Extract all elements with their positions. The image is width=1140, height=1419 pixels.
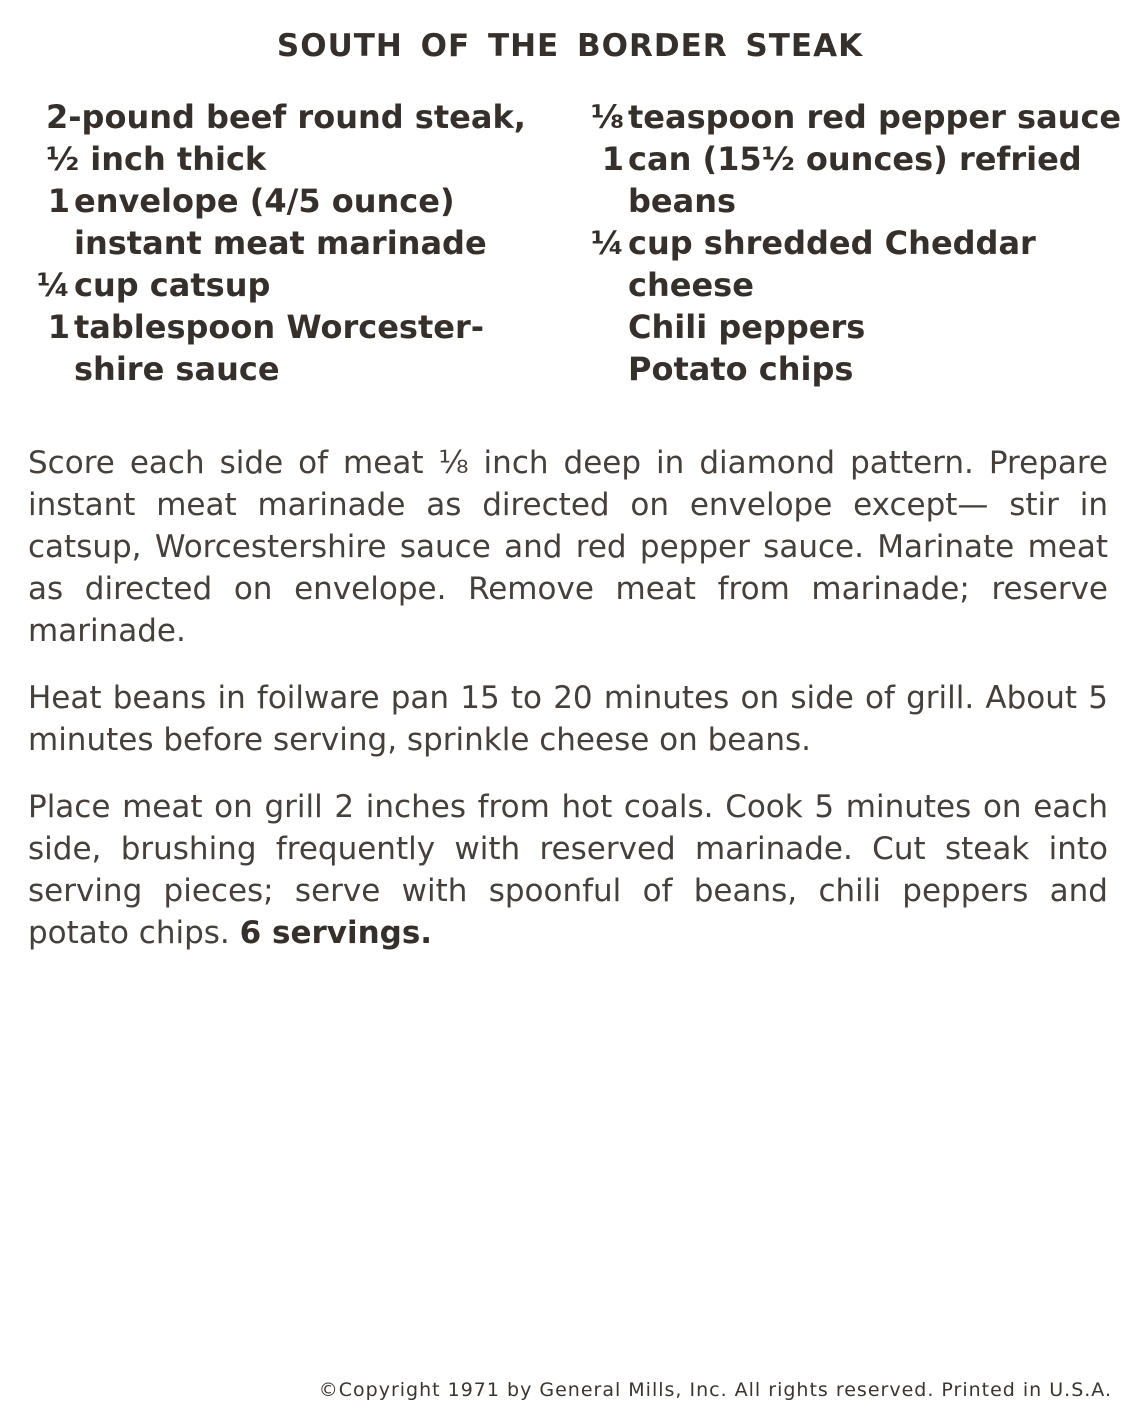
recipe-title: SOUTH OF THE BORDER STEAK <box>276 28 864 64</box>
ingredient-qty <box>20 96 46 180</box>
direction-step-3 <box>28 786 1108 954</box>
ingredient-desc: tablespoon Worcester- shire sauce <box>74 308 485 388</box>
ingredient-item <box>576 96 1126 138</box>
ingredients-right-column <box>576 96 1126 390</box>
direction-step-2: Heat beans in foilware pan 15 to 20 minutes on side of grill. About 5 minutes before serving, sprinkle cheese on beans. <box>28 680 1108 758</box>
ingredient-item <box>576 306 1126 348</box>
ingredient-qty: ¼ <box>590 224 624 262</box>
ingredient-item <box>22 264 562 306</box>
copyright-notice: ©Copyright 1971 by General Mills, Inc. All rights reserved. Printed in U.S.A. <box>318 1379 1112 1401</box>
ingredient-desc: envelope (4/5 ounce) instant meat marinade <box>74 182 487 262</box>
ingredient-qty: 1 <box>601 140 624 178</box>
ingredient-desc: 2-pound beef round steak, ½ inch thick <box>46 98 526 178</box>
ingredient-item <box>22 180 562 264</box>
ingredient-desc: Chili peppers <box>628 308 866 346</box>
ingredient-item <box>22 306 562 390</box>
ingredient-item <box>576 348 1126 390</box>
ingredient-desc: cup catsup <box>74 266 271 304</box>
ingredient-qty: 1 <box>47 308 70 346</box>
ingredient-qty: 1 <box>47 182 70 220</box>
ingredient-desc: cup shredded Cheddar cheese <box>628 224 1036 304</box>
ingredient-desc: can (15½ ounces) refried beans <box>628 140 1082 220</box>
servings-yield: 6 servings. <box>239 915 433 951</box>
direction-step-1: Score each side of meat ⅛ inch deep in diamond pattern. Prepare instant meat marinade as directed on envelope except— stir in catsup, Worcestershire sauce and red pepper sauce. Marinate meat as directed on envelope. Remove meat from marinade; reserve marinade. <box>28 445 1108 649</box>
ingredient-qty <box>576 306 628 348</box>
direction-step-3-text: Place meat on grill 2 inches from hot coals. Cook 5 minutes on each side, brushing frequently with reserved marinade. Cut steak into serving pieces; serve with spoonful of beans, chili peppers and potato chips. <box>28 789 1108 951</box>
ingredient-qty: ¼ <box>36 266 70 304</box>
ingredient-item <box>20 96 562 180</box>
ingredient-item <box>576 222 1126 306</box>
ingredient-desc: Potato chips <box>628 350 854 388</box>
ingredients-left-column <box>22 96 562 390</box>
ingredient-desc: teaspoon red pepper sauce <box>628 98 1122 136</box>
ingredient-qty <box>576 348 628 390</box>
ingredient-qty: ⅛ <box>590 98 624 136</box>
ingredient-item <box>576 138 1126 222</box>
